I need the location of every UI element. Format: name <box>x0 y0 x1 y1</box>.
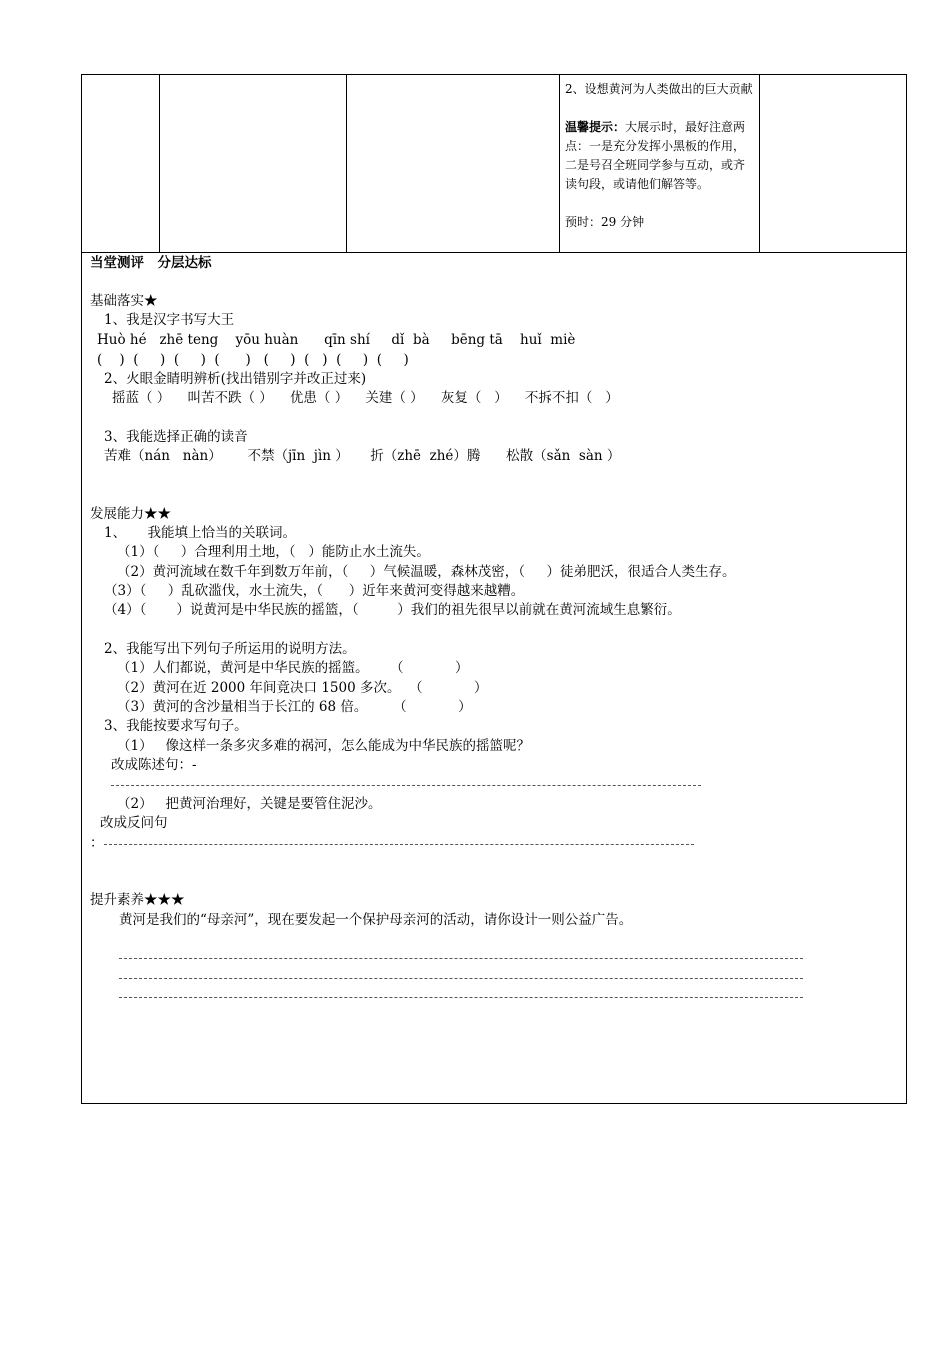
sentence-item-2: （2） 把黄河治理好，关键是要管住泥沙。 <box>117 796 382 812</box>
contribution-item: 2、设想黄河为人类做出的巨大贡献 <box>565 82 753 96</box>
conjunction-item-2: （2）黄河流域在数千年到数万年前，（ ）气候温暖，森林茂密，（ ）徒弟肥沃，很适合人类生存。 <box>117 564 736 580</box>
answer-line <box>119 997 803 998</box>
method-item-1: （1）人们都说，黄河是中华民族的摇篮。 （ ） <box>117 660 469 676</box>
answer-line <box>119 958 803 959</box>
column-divider <box>346 75 347 252</box>
improve-heading: 提升素养★★★ <box>90 892 185 908</box>
method-item-3: （3）黄河的含沙量相当于长江的 68 倍。 （ ） <box>117 699 472 715</box>
conjunction-item-1: （1）（ ）合理利用土地，（ ）能防止水土流失。 <box>117 544 430 560</box>
develop-question-2: 2、我能写出下列句子所运用的说明方法。 <box>104 641 356 657</box>
colon-mark: ： <box>90 835 104 851</box>
declarative-hint: 改成陈述句：- <box>111 757 197 773</box>
answer-line <box>104 844 694 845</box>
develop-heading: 发展能力★★ <box>90 506 171 522</box>
time-estimate: 预时：29 分钟 <box>565 215 645 229</box>
conjunction-item-4: （4）（ ）说黄河是中华民族的摇篮，（ ）我们的祖先很早以前就在黄河流域生息繁衍。 <box>104 602 681 618</box>
pinyin-blanks: ( ) ( ) ( ) ( ) ( ) ( ) ( ) ( ) <box>97 352 409 368</box>
table-top-row <box>82 75 906 253</box>
lesson-table <box>81 74 907 1104</box>
develop-question-1: 1、 我能填上恰当的关联词。 <box>104 525 297 541</box>
answer-line <box>119 978 803 979</box>
tip-text: 大展示时，最好注意两点：一是充分发挥小黑板的作用，二是号召全班同学参与互动，或齐读句段，或请他们解答等。 <box>565 120 746 191</box>
answer-line <box>111 785 701 786</box>
column-divider <box>159 75 160 252</box>
sentence-item-1: （1） 像这样一条多灾多难的祸河，怎么能成为中华民族的摇篮呢？ <box>117 738 530 754</box>
typo-items: 摇蓝（ ） 叫苦不跌（ ） 优患（ ） 关建（ ） 灰复（ ） 不拆不扣（ ） <box>112 390 619 406</box>
develop-question-3: 3、我能按要求写句子。 <box>104 718 248 734</box>
section-title: 当堂测评 分层达标 <box>90 255 212 271</box>
basic-question-1: 1、我是汉字书写大王 <box>104 312 235 328</box>
teaching-notes-cell <box>560 75 758 252</box>
pronunciation-items: 苦难（nán nàn） 不禁（jīn jìn ） 折（zhē zhé）腾 松散（sǎn sàn ） <box>104 448 621 464</box>
rhetorical-hint: 改成反问句 <box>100 815 168 831</box>
column-divider <box>759 75 760 252</box>
method-item-2: （2）黄河在近 2000 年间竟决口 1500 多次。 （ ） <box>117 680 488 696</box>
basic-question-3: 3、我能选择正确的读音 <box>104 429 248 445</box>
basic-heading: 基础落实★ <box>90 293 158 309</box>
tip-label: 温馨提示： <box>565 120 626 134</box>
tip-paragraph <box>565 118 754 194</box>
pinyin-line: Huò hé zhē teng yōu huàn qīn shí dǐ bà bēng tā huǐ miè <box>97 332 576 348</box>
basic-question-2: 2、火眼金睛明辨析(找出错别字并改正过来) <box>104 371 367 387</box>
conjunction-item-3: （3）（ ）乱砍滥伐，水土流失，（ ）近年来黄河变得越来越糟。 <box>104 583 525 599</box>
ad-prompt: 黄河是我们的“母亲河”，现在要发起一个保护母亲河的活动，请你设计一则公益广告。 <box>119 912 633 928</box>
